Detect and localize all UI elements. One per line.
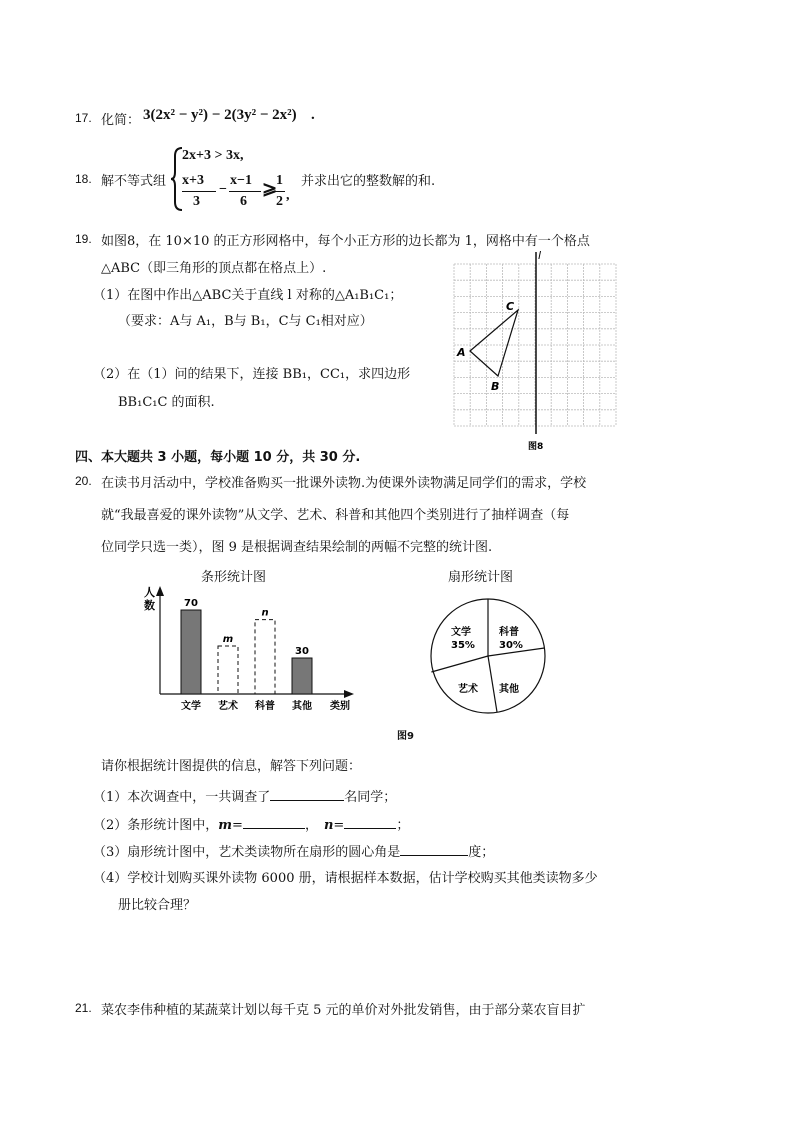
pie-slice-label: 科普 — [499, 627, 519, 638]
var-n: n — [323, 818, 334, 833]
y-axis-label-2: 数 — [144, 599, 155, 612]
q20-part3 — [93, 841, 494, 860]
bar-data-label: 70 — [184, 598, 198, 609]
q20-part4-line2: 册比较合理？ — [118, 898, 197, 913]
q19-part1: （1）在图中作出△ABC关于直线 l 对称的△A₁B₁C₁； — [93, 288, 403, 303]
q21-line1: 菜农李伟种植的某蔬菜计划以每千克 5 元的单价对外批发销售，由于部分菜农盲目扩 — [101, 1003, 586, 1018]
q18-frac2-bar — [229, 191, 261, 192]
x-tick-label: 文学 — [181, 701, 201, 712]
pie-chart — [425, 593, 551, 719]
q20-part1-tail: 名同学； — [344, 790, 397, 805]
q18-frac3-bar — [274, 191, 285, 192]
q20-line1: 在读书月活动中，学校准备购买一批课外读物.为使课外读物满足同学们的需求，学校 — [101, 476, 587, 491]
q20-part1-text: （1）本次调查中，一共调查了 — [93, 790, 271, 805]
q20-part4-line1: （4）学校计划购买课外读物 6000 册，请根据样本数据，估计学校购买其他类读物多少 — [93, 871, 598, 886]
q19-part2-line1: （2）在（1）问的结果下，连接 BB₁，CC₁，求四边形 — [93, 367, 411, 382]
figure-9-caption: 图9 — [397, 731, 414, 742]
q20-line2: 就“我最喜爱的课外读物”从文学、艺术、科普和其他四个类别进行了抽样调查（每 — [101, 508, 570, 523]
q20-part3-text: （3）扇形统计图中，艺术类读物所在扇形的圆心角是 — [93, 845, 401, 860]
figure-8-caption: 图8 — [528, 442, 544, 452]
section-4-title: 四、本大题共 3 小题，每小题 10 分，共 30 分. — [75, 450, 361, 465]
pie-slice-pct: 35% — [451, 640, 475, 651]
x-tick-label: 艺术 — [218, 701, 238, 712]
q18-frac2-num: x−1 — [230, 173, 252, 188]
separator: ， — [304, 818, 318, 833]
x-tick-label: 科普 — [255, 701, 275, 712]
triangle-abc — [470, 310, 518, 376]
pie-slice-label: 艺术 — [458, 684, 478, 695]
q19-number: 19. — [75, 232, 92, 246]
q18-geq: ⩾ — [262, 178, 278, 198]
bar-data-label: n — [261, 607, 269, 619]
q20-part3-tail: 度； — [468, 845, 495, 860]
q18-frac1-den: 3 — [193, 194, 200, 209]
bar-chart-title: 条形统计图 — [201, 570, 267, 585]
pie-slice-label: 其他 — [499, 684, 519, 695]
vertex-c-label: C — [506, 300, 515, 313]
line-l-label: l — [538, 249, 542, 262]
q18-frac3-num: 1 — [276, 173, 283, 188]
equals-sign: = — [232, 818, 243, 833]
q19-part1-requirement: （要求：A与 A₁，B与 B₁，C与 C₁相对应） — [118, 314, 373, 329]
bar-data-label: m — [222, 634, 234, 645]
q18-label: 解不等式组 — [101, 174, 167, 189]
q19-part2-line2: BB₁C₁C 的面积. — [118, 395, 215, 410]
pie-slice-label: 文学 — [451, 627, 471, 638]
q18-inequality-1: 2x+3 > 3x, — [182, 148, 244, 163]
q20-number: 20. — [75, 474, 92, 488]
q18-frac1-num: x+3 — [182, 173, 204, 188]
equals-sign: = — [333, 818, 345, 833]
answer-blank-m[interactable] — [243, 816, 305, 829]
q21-number: 21. — [75, 1001, 92, 1015]
vertex-b-label: B — [491, 380, 500, 393]
q17-number: 17. — [75, 111, 92, 125]
x-axis-arrow — [344, 690, 354, 698]
vertex-a-label: A — [457, 346, 466, 359]
bar-data-label: 30 — [295, 646, 309, 657]
answer-blank-n[interactable] — [344, 816, 396, 829]
pie-divider-left — [431, 656, 488, 672]
pie-divider-bottom — [488, 656, 497, 712]
y-axis-arrow — [156, 586, 164, 596]
bar-0 — [181, 610, 201, 694]
pie-chart-title: 扇形统计图 — [448, 570, 514, 585]
q18-frac3-den: 2 — [276, 194, 283, 209]
q18-frac2-den: 6 — [240, 194, 247, 209]
q20-part2-text: （2）条形统计图中， — [93, 818, 219, 833]
q17-period: . — [311, 107, 315, 123]
figure-8-grid — [448, 246, 624, 456]
x-axis-label: 类别 — [330, 701, 350, 712]
q19-line2: △ABC（即三角形的顶点都在格点上）. — [101, 261, 327, 276]
bar-chart — [140, 582, 365, 717]
pie-slice-pct: 30% — [499, 640, 523, 651]
bar-1 — [218, 646, 238, 694]
x-tick-label: 其他 — [292, 701, 312, 712]
part2-end: ； — [396, 818, 410, 833]
q18-comma: , — [286, 188, 290, 203]
bar-2 — [255, 620, 275, 694]
y-axis-label-1: 人 — [144, 586, 155, 599]
q20-line3: 位同学只选一类），图 9 是根据调查结果绘制的两幅不完整的统计图. — [101, 540, 493, 555]
answer-blank-angle[interactable] — [400, 843, 468, 856]
q18-number: 18. — [75, 172, 92, 186]
q18-minus: − — [219, 182, 227, 197]
q17-expression: 3(2x² − y²) − 2(3y² − 2x²) — [143, 107, 297, 123]
q20-part1 — [93, 786, 396, 805]
q17-label: 化简： — [101, 113, 141, 128]
q20-part2 — [93, 814, 409, 833]
q18-tail: 并求出它的整数解的和. — [301, 174, 436, 189]
q19-line1: 如图8，在 10×10 的正方形网格中，每个小正方形的边长都为 1，网格中有一个格点 — [101, 234, 590, 249]
var-m: m — [218, 818, 233, 833]
q18-frac1-bar — [182, 191, 216, 192]
bar-3 — [292, 658, 312, 694]
answer-blank-total[interactable] — [270, 788, 344, 801]
q20-prompt: 请你根据统计图提供的信息，解答下列问题： — [101, 759, 362, 774]
